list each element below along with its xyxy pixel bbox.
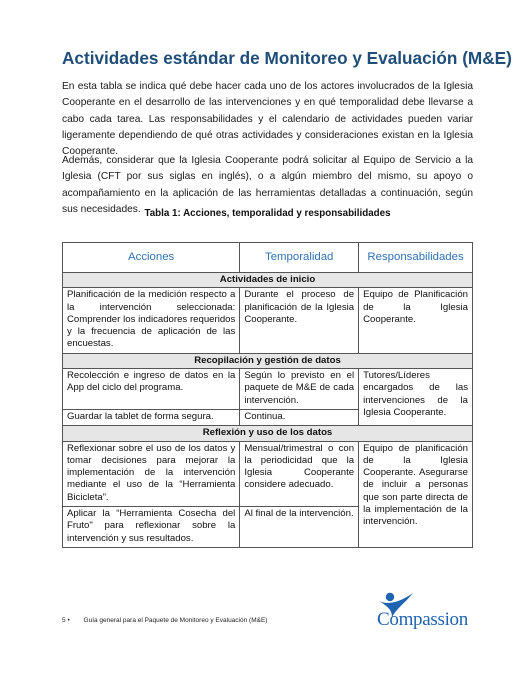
header-temporalidad: Temporalidad (240, 243, 359, 273)
table-row (63, 369, 473, 410)
table-row (63, 288, 473, 353)
cell-temporalidad: Durante el proceso de planificación de la Iglesia Cooperante. (240, 288, 359, 353)
section-row (63, 273, 473, 288)
cell-responsabilidad: Equipo de planificación de la Iglesia Cooperante. Asegurarse de incluir a personas que son parte directa de la implementación de la intervención. (359, 441, 473, 547)
cell-temporalidad: Al final de la intervención. (240, 507, 359, 548)
header-acciones: Acciones (63, 243, 240, 273)
cell-accion: Recolección e ingreso de datos en la App del ciclo del programa. (63, 369, 240, 410)
section-row (63, 353, 473, 368)
support-paragraph: Además, considerar que la Iglesia Cooperante podrá solicitar al Equipo de Servicio a la Iglesia (CFT por sus siglas en inglés), o a algún miembro del mismo, su apoyo o acompañamiento en la aplicación de las herramientas detalladas a continuación, según sus necesidades. (62, 155, 473, 215)
compassion-wordmark: Compassion (377, 609, 468, 630)
intro-paragraph: En esta tabla se indica qué debe hacer cada uno de los actores involucrados de la Iglesia Cooperante en el desarrollo de las intervenciones y en qué temporalidad debe llevarse a cabo cada tarea. Las responsabilidades y el calendario de actividades pueden variar ligeramente dependiendo de qué otras actividades y consideraciones existan en la Iglesia Cooperante. (62, 81, 473, 158)
section-title-inicio: Actividades de inicio (63, 273, 473, 288)
section-row (63, 426, 473, 441)
section-title-recopilacion: Recopilación y gestión de datos (63, 353, 473, 368)
cell-temporalidad: Mensual/trimestral o con la periodicidad que la Iglesia Cooperante considere adecuado. (240, 441, 359, 506)
cell-temporalidad: Continua. (240, 409, 359, 425)
table-row (63, 441, 473, 506)
table-caption: Tabla 1: Acciones, temporalidad y responsabilidades (144, 208, 391, 219)
footer-guide-title: Guía general para el Paquete de Monitoreo y Evaluación (M&E) (83, 617, 268, 624)
page-footer (62, 617, 267, 624)
header-responsabilidades: Responsabilidades (359, 243, 473, 273)
cell-accion: Planificación de la medición respecto a la intervención seleccionada: Comprender los indicadores requeridos y la frecuencia de aplicación de las encuestas. (63, 288, 240, 353)
activities-table (62, 242, 473, 548)
cell-accion: Guardar la tablet de forma segura. (63, 409, 240, 425)
section-title-reflexion: Reflexión y uso de los datos (63, 426, 473, 441)
page-number: 5 (62, 617, 66, 624)
cell-responsabilidad: Equipo de Planificación de la Iglesia Cooperante. (359, 288, 473, 353)
cell-accion: Reflexionar sobre el uso de los datos y tomar decisiones para mejorar la implementación de la intervención mediante el uso de la “Herramienta Bicicleta”. (63, 441, 240, 506)
table-header-row (63, 243, 473, 273)
footer-bullet: • (67, 617, 70, 624)
cell-accion: Aplicar la “Herramienta Cosecha del Fruto" para reflexionar sobre la intervención y sus resultados. (63, 507, 240, 548)
page-title: Actividades estándar de Monitoreo y Evaluación (M&E) (62, 48, 512, 68)
compassion-logo (377, 592, 477, 632)
cell-responsabilidad: Tutores/Líderes encargados de las intervenciones de la Iglesia Cooperante. (359, 369, 473, 426)
cell-temporalidad: Según lo previsto en el paquete de M&E de cada intervención. (240, 369, 359, 410)
